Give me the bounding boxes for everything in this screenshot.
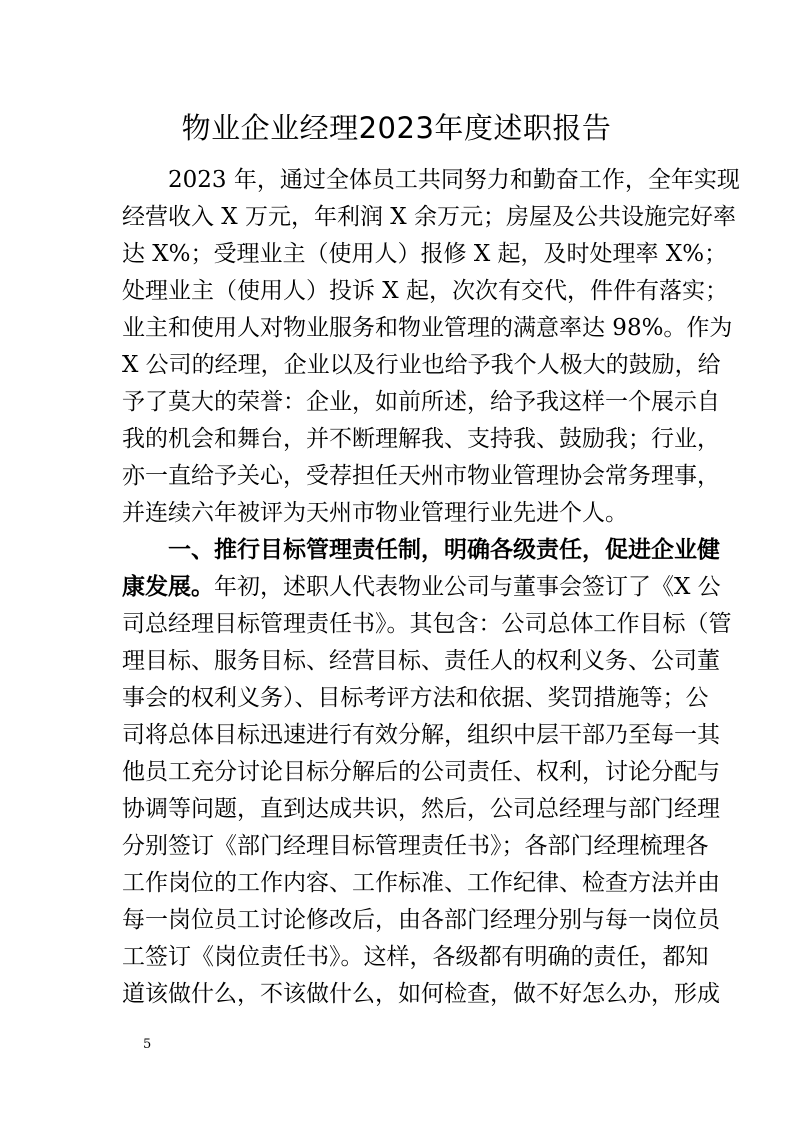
section-heading-end: 康发展。 [122,574,214,600]
document-title: 物业企业经理2023年度述职报告 [181,111,612,145]
paragraph-line: 他员工充分讨论目标分解后的公司责任、权利，讨论分配与 [122,759,720,785]
paragraph-line: 予了莫大的荣誉：企业，如前所述，给予我这样一个展示自 [122,389,720,415]
paragraph-line: 事会的权利义务）、目标考评方法和依据、奖罚措施等；公 [122,685,709,711]
paragraph-line: 业主和使用人对物业服务和物业管理的满意率达 98%。作为 [122,315,733,341]
paragraph-line: 2023 年，通过全体员工共同努力和勤奋工作，全年实现 [168,167,740,193]
paragraph-line: 并连续六年被评为天州市物业管理行业先进个人。 [122,500,628,526]
paragraph-line: 达 X%；受理业主（使用人）报修 X 起，及时处理率 X%； [122,241,728,267]
paragraph-line: 经营收入 X 万元，年利润 X 余万元；房屋及公共设施完好率 [122,204,736,230]
paragraph-line: X 公司的经理，企业以及行业也给予我个人极大的鼓励，给 [122,352,721,378]
paragraph-line: 亦一直给予关心，受荐担任天州市物业管理协会常务理事， [122,463,720,489]
paragraph-line: 协调等问题，直到达成共识，然后，公司总经理与部门经理 [122,796,720,822]
paragraph-line: 道该做什么，不该做什么，如何检查，做不好怎么办，形成 [122,981,720,1007]
paragraph-line: 工签订《岗位责任书》。这样，各级都有明确的责任，都知 [122,944,709,970]
paragraph-line: 工作岗位的工作内容、工作标准、工作纪律、检查方法并由 [122,870,720,896]
paragraph-line: 分别签订《部门经理目标管理责任书》；各部门经理梳理各 [122,833,709,859]
paragraph-line: 理目标、服务目标、经营目标、责任人的权利义务、公司董 [122,648,720,674]
paragraph-line: 司将总体目标迅速进行有效分解，组织中层干部乃至每一其 [122,722,720,748]
paragraph-line: 我的机会和舞台，并不断理解我、支持我、鼓励我；行业， [122,426,720,452]
page-number: 5 [143,1037,152,1052]
paragraph-line [122,567,721,607]
paragraph-line: 每一岗位员工讨论修改后，由各部门经理分别与每一岗位员 [122,907,720,933]
paragraph-line: 处理业主（使用人）投诉 X 起，次次有交代，件件有落实； [122,278,728,304]
paragraph-text: 年初，述职人代表物业公司与董事会签订了《X 公 [214,574,721,600]
paragraph-line: 司总经理目标管理责任书》。其包含：公司总体工作目标（管 [122,611,732,637]
section-heading: 一、推行目标管理责任制，明确各级责任，促进企业健 [168,537,720,563]
